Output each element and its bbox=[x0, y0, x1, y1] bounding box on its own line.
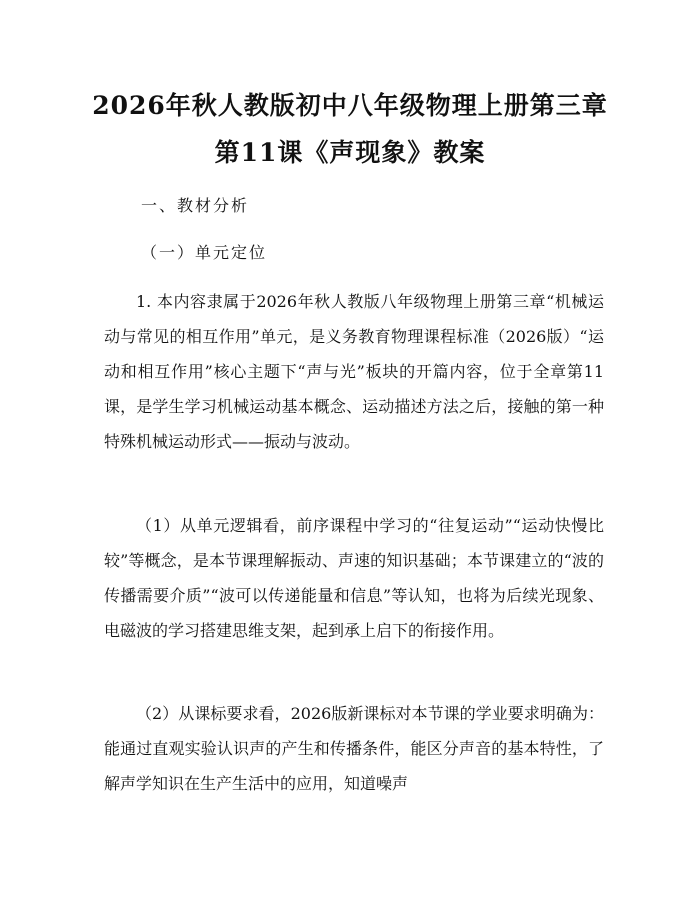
section-heading: 一、教材分析 bbox=[141, 196, 250, 215]
paragraph-unit-logic: （1）从单元逻辑看，前序课程中学习的“往复运动”“运动快慢比较”等概念，是本节课理解振动、声速的知识基础；本节课建立的“波的传播需要介质”“波可以传递能量和信息”等认知，也将为后续光现象、电磁波的学习搭建思维支架，起到承上启下的衔接作用。 bbox=[104, 516, 604, 640]
subsection-heading: （一）单元定位 bbox=[141, 243, 268, 262]
document-title-line-1: 2026年秋人教版初中八年级物理上册第三章 bbox=[92, 91, 608, 120]
document-title-line-2: 第11课《声现象》教案 bbox=[214, 138, 486, 167]
paragraph-curriculum-requirements: （2）从课标要求看，2026版新课标对本节课的学业要求明确为：能通过直观实验认识声的产生和传播条件，能区分声音的基本特性，了解声学知识在生产生活中的应用，知道噪声 bbox=[104, 704, 604, 793]
paragraph-unit-overview: 1. 本内容隶属于2026年秋人教版八年级物理上册第三章“机械运动与常见的相互作用”单元，是义务教育物理课程标准（2026版）“运动和相互作用”核心主题下“声与光”板块的开篇内容，位于全章第11课，是学生学习机械运动基本概念、运动描述方法之后，接触的第一种特殊机械运动形式——振动与波动。 bbox=[104, 292, 604, 451]
